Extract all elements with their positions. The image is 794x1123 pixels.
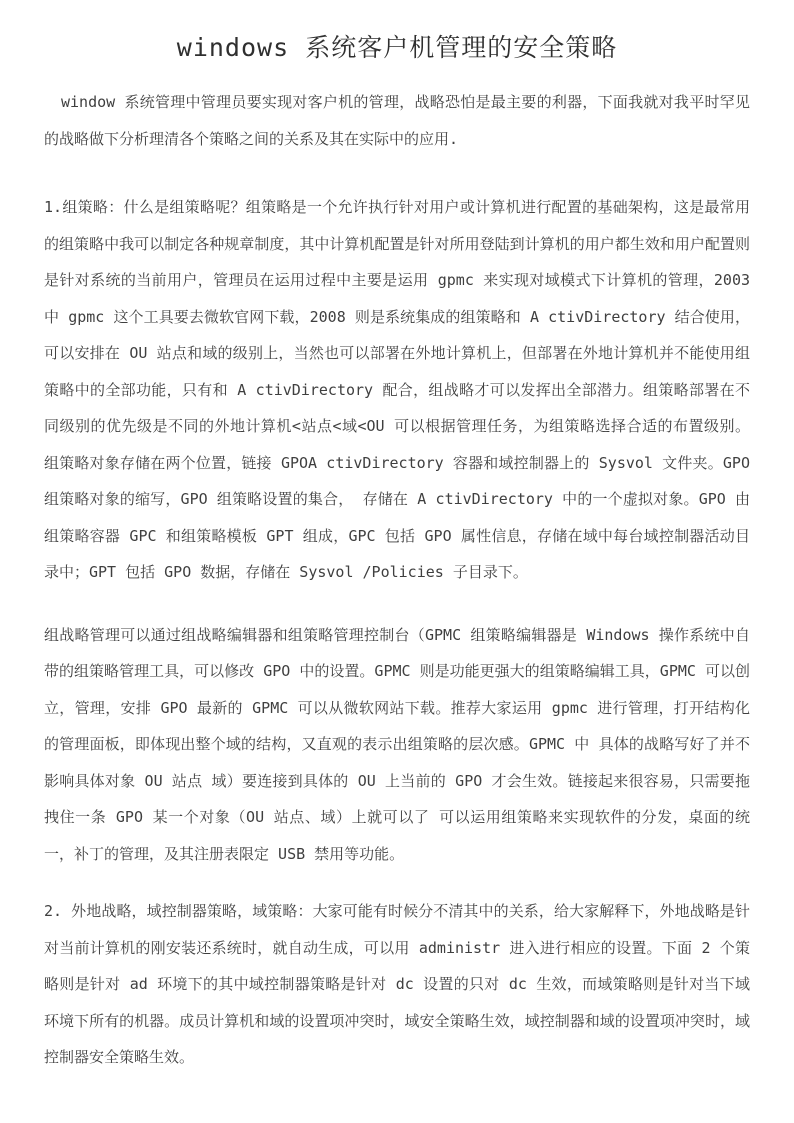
document-title: windows 系统客户机管理的安全策略 xyxy=(176,33,618,62)
paragraph-gpmc-management: 组战略管理可以通过组战略编辑器和组策略管理控制台（GPMC 组策略编辑器是 Windows 操作系统中自带的组策略管理工具，可以修改 GPO 中的设置。GPMC 则是功能更强大的组策略编辑工具，GPMC 可以创立，管理，安排 GPO 最新的 GPMC 可以从微软网站下载。推荐大家运用 gpmc 进行管理，打开结构化的管理面板，即体现出整个域的结构，又直观的表示出组策略的层次感。GPMC 中 具体的战略写好了并不影响具体对象 OU 站点 域）要连接到具体的 OU 上当前的 GPO 才会生效。链接起来很容易，只需要拖拽住一条 GPO 某一个对象（OU 站点、域）上就可以了 可以运用组策略来实现软件的分发，桌面的统一，补丁的管理，及其注册表限定 USB 禁用等功能。 xyxy=(44,625,750,863)
paragraph-local-domain-policy: 2. 外地战略，域控制器策略，域策略：大家可能有时候分不清其中的关系，给大家解释下，外地战略是针对当前计算机的刚安装还系统时，就自动生成，可以用 administr 进入进行相应的设置。下面 2 个策略则是针对 ad 环境下的其中域控制器策略是针对 dc 设置的只对 dc 生效，而域策略则是针对当下域环境下所有的机器。成员计算机和域的设置项冲突时，域安全策略生效，域控制器和域的设置项冲突时，域控制器安全策略生效。 xyxy=(44,902,750,1066)
paragraph-group-policy: 1.组策略：什么是组策略呢？组策略是一个允许执行针对用户或计算机进行配置的基础架构，这是最常用的组策略中我可以制定各种规章制度，其中计算机配置是针对所用登陆到计算机的用户都生效和用户配置则是针对系统的当前用户，管理员在运用过程中主要是运用 gpmc 来实现对域模式下计算机的管理，2003 中 gpmc 这个工具要去微软官网下载，2008 则是系统集成的组策略和 A ctivDirectory 结合使用，可以安排在 OU 站点和域的级别上，当然也可以部署在外地计算机上，但部署在外地计算机并不能使用组策略中的全部功能，只有和 A ctivDirectory 配合，组战略才可以发挥出全部潜力。组策略部署在不同级别的优先级是不同的外地计算机<站点<域<OU 可以根据管理任务，为组策略选择合适的布置级别。 组策略对象存储在两个位置，链接 GPOA ctivDirectory 容器和域控制器上的 Sysvol 文件夹。GPO 组策略对象的缩写，GPO 组策略设置的集合， 存储在 A ctivDirectory 中的一个虚拟对象。GPO 由组策略容器 GPC 和组策略模板 GPT 组成，GPC 包括 GPO 属性信息，存储在域中每台域控制器活动目录中；GPT 包括 GPO 数据，存储在 Sysvol /Policies 子目录下。 xyxy=(44,198,750,581)
paragraph-intro: window 系统管理中管理员要实现对客户机的管理，战略恐怕是最主要的利器，下面我就对我平时罕见的战略做下分析理清各个策略之间的关系及其在实际中的应用. xyxy=(44,93,750,148)
